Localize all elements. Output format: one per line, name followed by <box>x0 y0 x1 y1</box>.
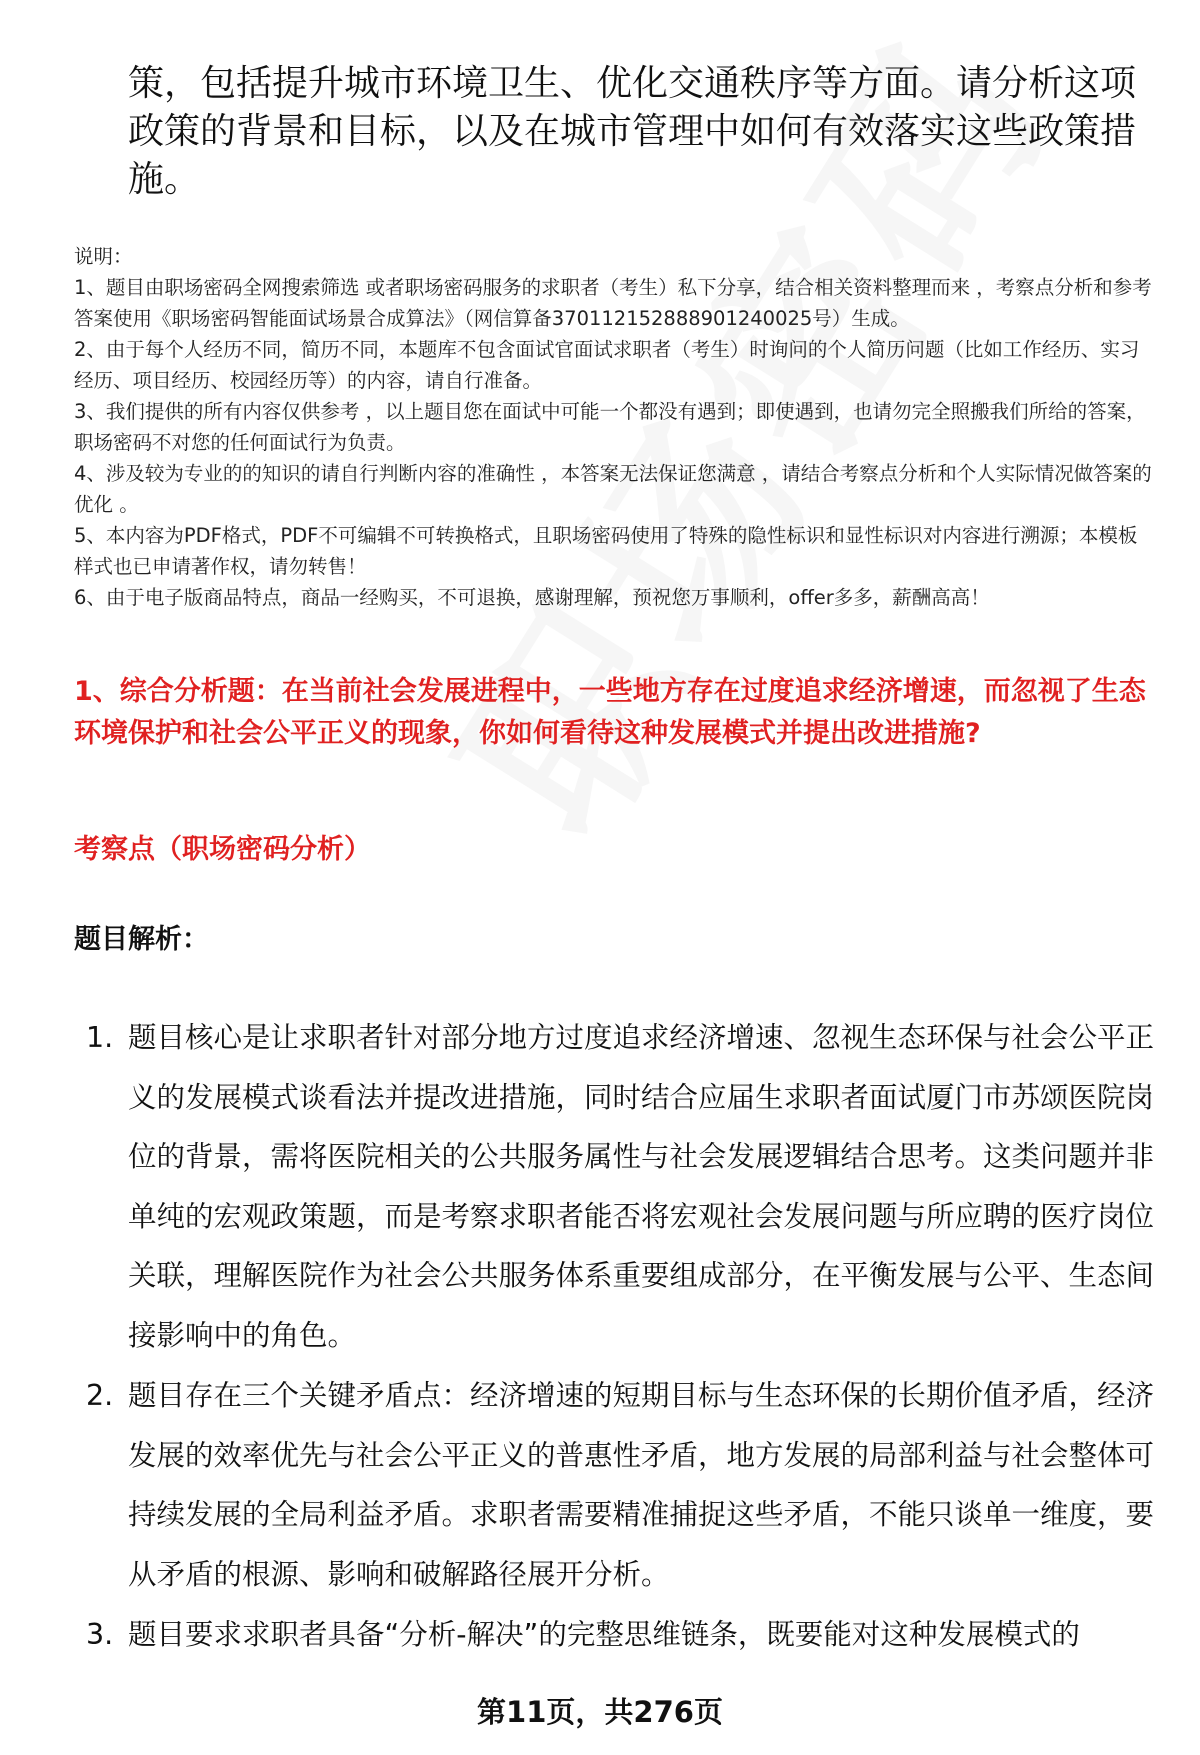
note-item: 6、由于电子版商品特点，商品一经购买，不可退换，感谢理解，预祝您万事顺利，offer多多，薪酬高高！ <box>74 586 990 609</box>
question-title: 1、综合分析题：在当前社会发展进程中，一些地方存在过度追求经济增速，而忽视了生态环境保护和社会公平正义的现象，你如何看待这种发展模式并提出改进措施? <box>74 676 1146 749</box>
analysis-item <box>74 1605 1159 1665</box>
intro-paragraph: 策，包括提升城市环境卫生、优化交通秩序等方面。请分析这项政策的背景和目标，以及在城市管理中如何有效落实这些政策措施。 <box>128 63 1137 200</box>
analysis-item <box>74 1008 1159 1365</box>
note-item: 5、本内容为PDF格式，PDF不可编辑不可转换格式，且职场密码使用了特殊的隐性标识和显性标识对内容进行溯源；本模板样式也已申请著作权，请勿转售！ <box>74 524 1138 578</box>
page-number: 第11页，共276页 <box>477 1695 723 1729</box>
analysis-item-text: 题目存在三个关键矛盾点：经济增速的短期目标与生态环保的长期价值矛盾，经济发展的效率优先与社会公平正义的普惠性矛盾，地方发展的局部利益与社会整体可持续发展的全局利益矛盾。求职者需要精准捕捉这些矛盾，不能只谈单一维度，要从矛盾的根源、影响和破解路径展开分析。 <box>128 1379 1155 1591</box>
analysis-item-number: 1. <box>86 1021 114 1054</box>
analysis-item-text: 题目要求求职者具备“分析-解决”的完整思维链条，既要能对这种发展模式的 <box>128 1618 1080 1651</box>
exam-point-heading: 考察点（职场密码分析） <box>74 834 371 865</box>
note-item: 4、涉及较为专业的的知识的请自行判断内容的准确性 ，本答案无法保证您满意 ，请结合考察点分析和个人实际情况做答案的优化 。 <box>74 462 1152 516</box>
analysis-heading: 题目解析： <box>74 924 209 955</box>
analysis-item-number: 2. <box>86 1379 114 1412</box>
analysis-item-number: 3. <box>86 1618 114 1651</box>
analysis-item <box>74 1366 1159 1604</box>
notes-section <box>74 241 1154 613</box>
analysis-list <box>74 1008 1159 1666</box>
note-item: 2、由于每个人经历不同，简历不同，本题库不包含面试官面试求职者（考生）时询问的个人简历问题（比如工作经历、实习经历、项目经历、校园经历等）的内容，请自行准备。 <box>74 338 1140 392</box>
notes-heading: 说明： <box>74 245 133 268</box>
note-item: 1、题目由职场密码全网搜索筛选 或者职场密码服务的求职者（考生）私下分享，结合相关资料整理而来 ，考察点分析和参考答案使用《职场密码智能面试场景合成算法》（网信算备370112152888901240025号）生成。 <box>74 276 1152 330</box>
note-item: 3、我们提供的所有内容仅供参考 ，以上题目您在面试中可能一个都没有遇到；即使遇到，也请勿完全照搬我们所给的答案，职场密码不对您的任何面试行为负责。 <box>74 400 1146 454</box>
analysis-item-text: 题目核心是让求职者针对部分地方过度追求经济增速、忽视生态环保与社会公平正义的发展模式谈看法并提改进措施，同时结合应届生求职者面试厦门市苏颂医院岗位的背景，需将医院相关的公共服务属性与社会发展逻辑结合思考。这类问题并非单纯的宏观政策题，而是考察求职者能否将宏观社会发展问题与所应聘的医疗岗位关联，理解医院作为社会公共服务体系重要组成部分，在平衡发展与公平、生态间接影响中的角色。 <box>128 1021 1155 1352</box>
